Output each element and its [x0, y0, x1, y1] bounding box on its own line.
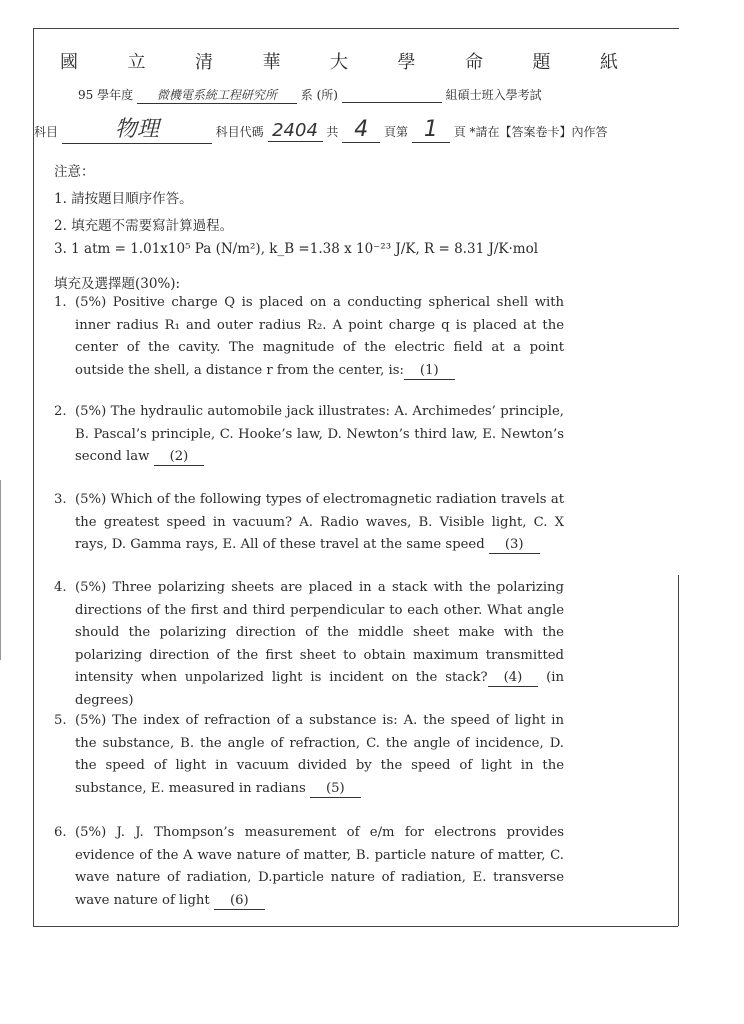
total-label: 共 — [326, 125, 339, 139]
code-label: 科目代碼 — [215, 125, 264, 139]
question-number: 3. — [54, 492, 67, 507]
title-char: 命 — [465, 52, 485, 73]
title-char: 華 — [262, 52, 283, 73]
note-item: 1. 請按題目順序作答。 — [54, 191, 193, 207]
question-text: (5%) The index of refraction of a substance is: A. the speed of light in the substance, B. the angle of refraction, C. the angle of incidence, D. the speed of light in vacuum divided by the speed of light in the substance, E. measured in radians — [75, 713, 564, 796]
question-text: (5%) Three polarizing sheets are placed in a stack with the polarizing directions of the first and third perpendicular to each other. What angle should the polarizing direction of the middle sheet make with the polarizing direction of the first sheet to obtain maximum transmitted intensity when unpolarized light is incident on the stack? — [75, 580, 564, 685]
question-item — [54, 577, 564, 712]
section-title: 填充及選擇題(30%): — [54, 276, 181, 292]
group-field — [342, 88, 442, 103]
page-label: 頁第 — [384, 125, 409, 139]
question-number: 1. — [54, 295, 67, 310]
title-char: 題 — [532, 52, 553, 73]
title-char: 大 — [330, 52, 350, 73]
title-char: 國 — [60, 52, 80, 73]
subject-field — [62, 112, 212, 144]
question-text: (5%) Which of the following types of electromagnetic radiation travels at the greatest speed in vacuum? A. Radio waves, B. Visible light, C. X rays, D. Gamma rays, E. All of these travel at the same speed — [75, 492, 564, 552]
code-handwriting: 2404 — [272, 120, 318, 141]
question-text: (5%) J. J. Thompson’s measurement of e/m for electrons provides evidence of the A wave nature of matter, B. particle nature of matter, C. wave nature of radiation, D.particle nature of radiation, E. transverse wave nature of light — [75, 825, 564, 908]
question-item — [54, 489, 564, 557]
year-label: 95 學年度 — [78, 88, 134, 102]
title-char: 學 — [397, 52, 418, 73]
header-row-2 — [34, 112, 608, 144]
total-handwriting: 4 — [354, 117, 369, 142]
page-suffix: 頁 — [453, 125, 466, 139]
subject-label: 科目 — [34, 125, 59, 139]
page-border-right — [678, 575, 679, 926]
question-item — [54, 401, 564, 469]
notes-heading: 注意： — [54, 164, 95, 180]
page-border-bottom — [33, 926, 678, 927]
answer-instruction: *請在【答案卷卡】內作答 — [469, 125, 608, 139]
note-item: 3. 1 atm = 1.01x10⁵ Pa (N/m²), k_B =1.38 x 10⁻²³ J/K, R = 8.31 J/K·mol — [54, 241, 539, 257]
title-char: 立 — [127, 52, 148, 73]
subject-handwriting: 物理 — [114, 117, 159, 142]
answer-blank: (4) — [488, 670, 539, 687]
question-item — [54, 710, 564, 800]
question-number: 2. — [54, 404, 67, 419]
notes-block — [54, 160, 538, 264]
page-field — [412, 117, 450, 143]
question-number: 4. — [54, 580, 67, 595]
header-row-1 — [78, 86, 542, 104]
exam-paper-title — [60, 48, 620, 74]
question-number: 5. — [54, 713, 67, 728]
page-handwriting: 1 — [423, 117, 438, 142]
question-number: 6. — [54, 825, 67, 840]
department-field — [137, 86, 297, 104]
question-text: (5%) Positive charge Q is placed on a conducting spherical shell with inner radius R₁ and outer radius R₂. A point charge q is placed at the center of the cavity. The magnitude of the electric field at a point outside the shell, a distance r from the center, is: — [75, 295, 564, 378]
answer-blank: (1) — [404, 363, 455, 380]
question-item — [54, 292, 564, 382]
department-suffix: 系 (所) — [300, 88, 338, 102]
note-item: 2. 填充題不需要寫計算過程。 — [54, 218, 234, 234]
department-handwriting: 微機電系統工程研究所 — [156, 88, 277, 102]
answer-blank: (6) — [214, 893, 265, 910]
question-text: (5%) The hydraulic automobile jack illustrates: A. Archimedes’ principle, B. Pascal’s principle, C. Hooke’s law, D. Newton’s third law, E. Newton’s second law — [75, 404, 564, 464]
total-field — [342, 117, 380, 143]
answer-blank: (5) — [310, 781, 361, 798]
title-char: 紙 — [600, 52, 620, 73]
code-field — [268, 120, 323, 142]
answer-suffix: (in degrees) — [75, 670, 564, 708]
question-item — [54, 822, 564, 912]
scan-edge-line — [0, 480, 1, 660]
answer-blank: (2) — [154, 449, 205, 466]
title-char: 清 — [195, 52, 215, 73]
exam-type: 組碩士班入學考試 — [445, 88, 542, 102]
answer-blank: (3) — [489, 537, 540, 554]
